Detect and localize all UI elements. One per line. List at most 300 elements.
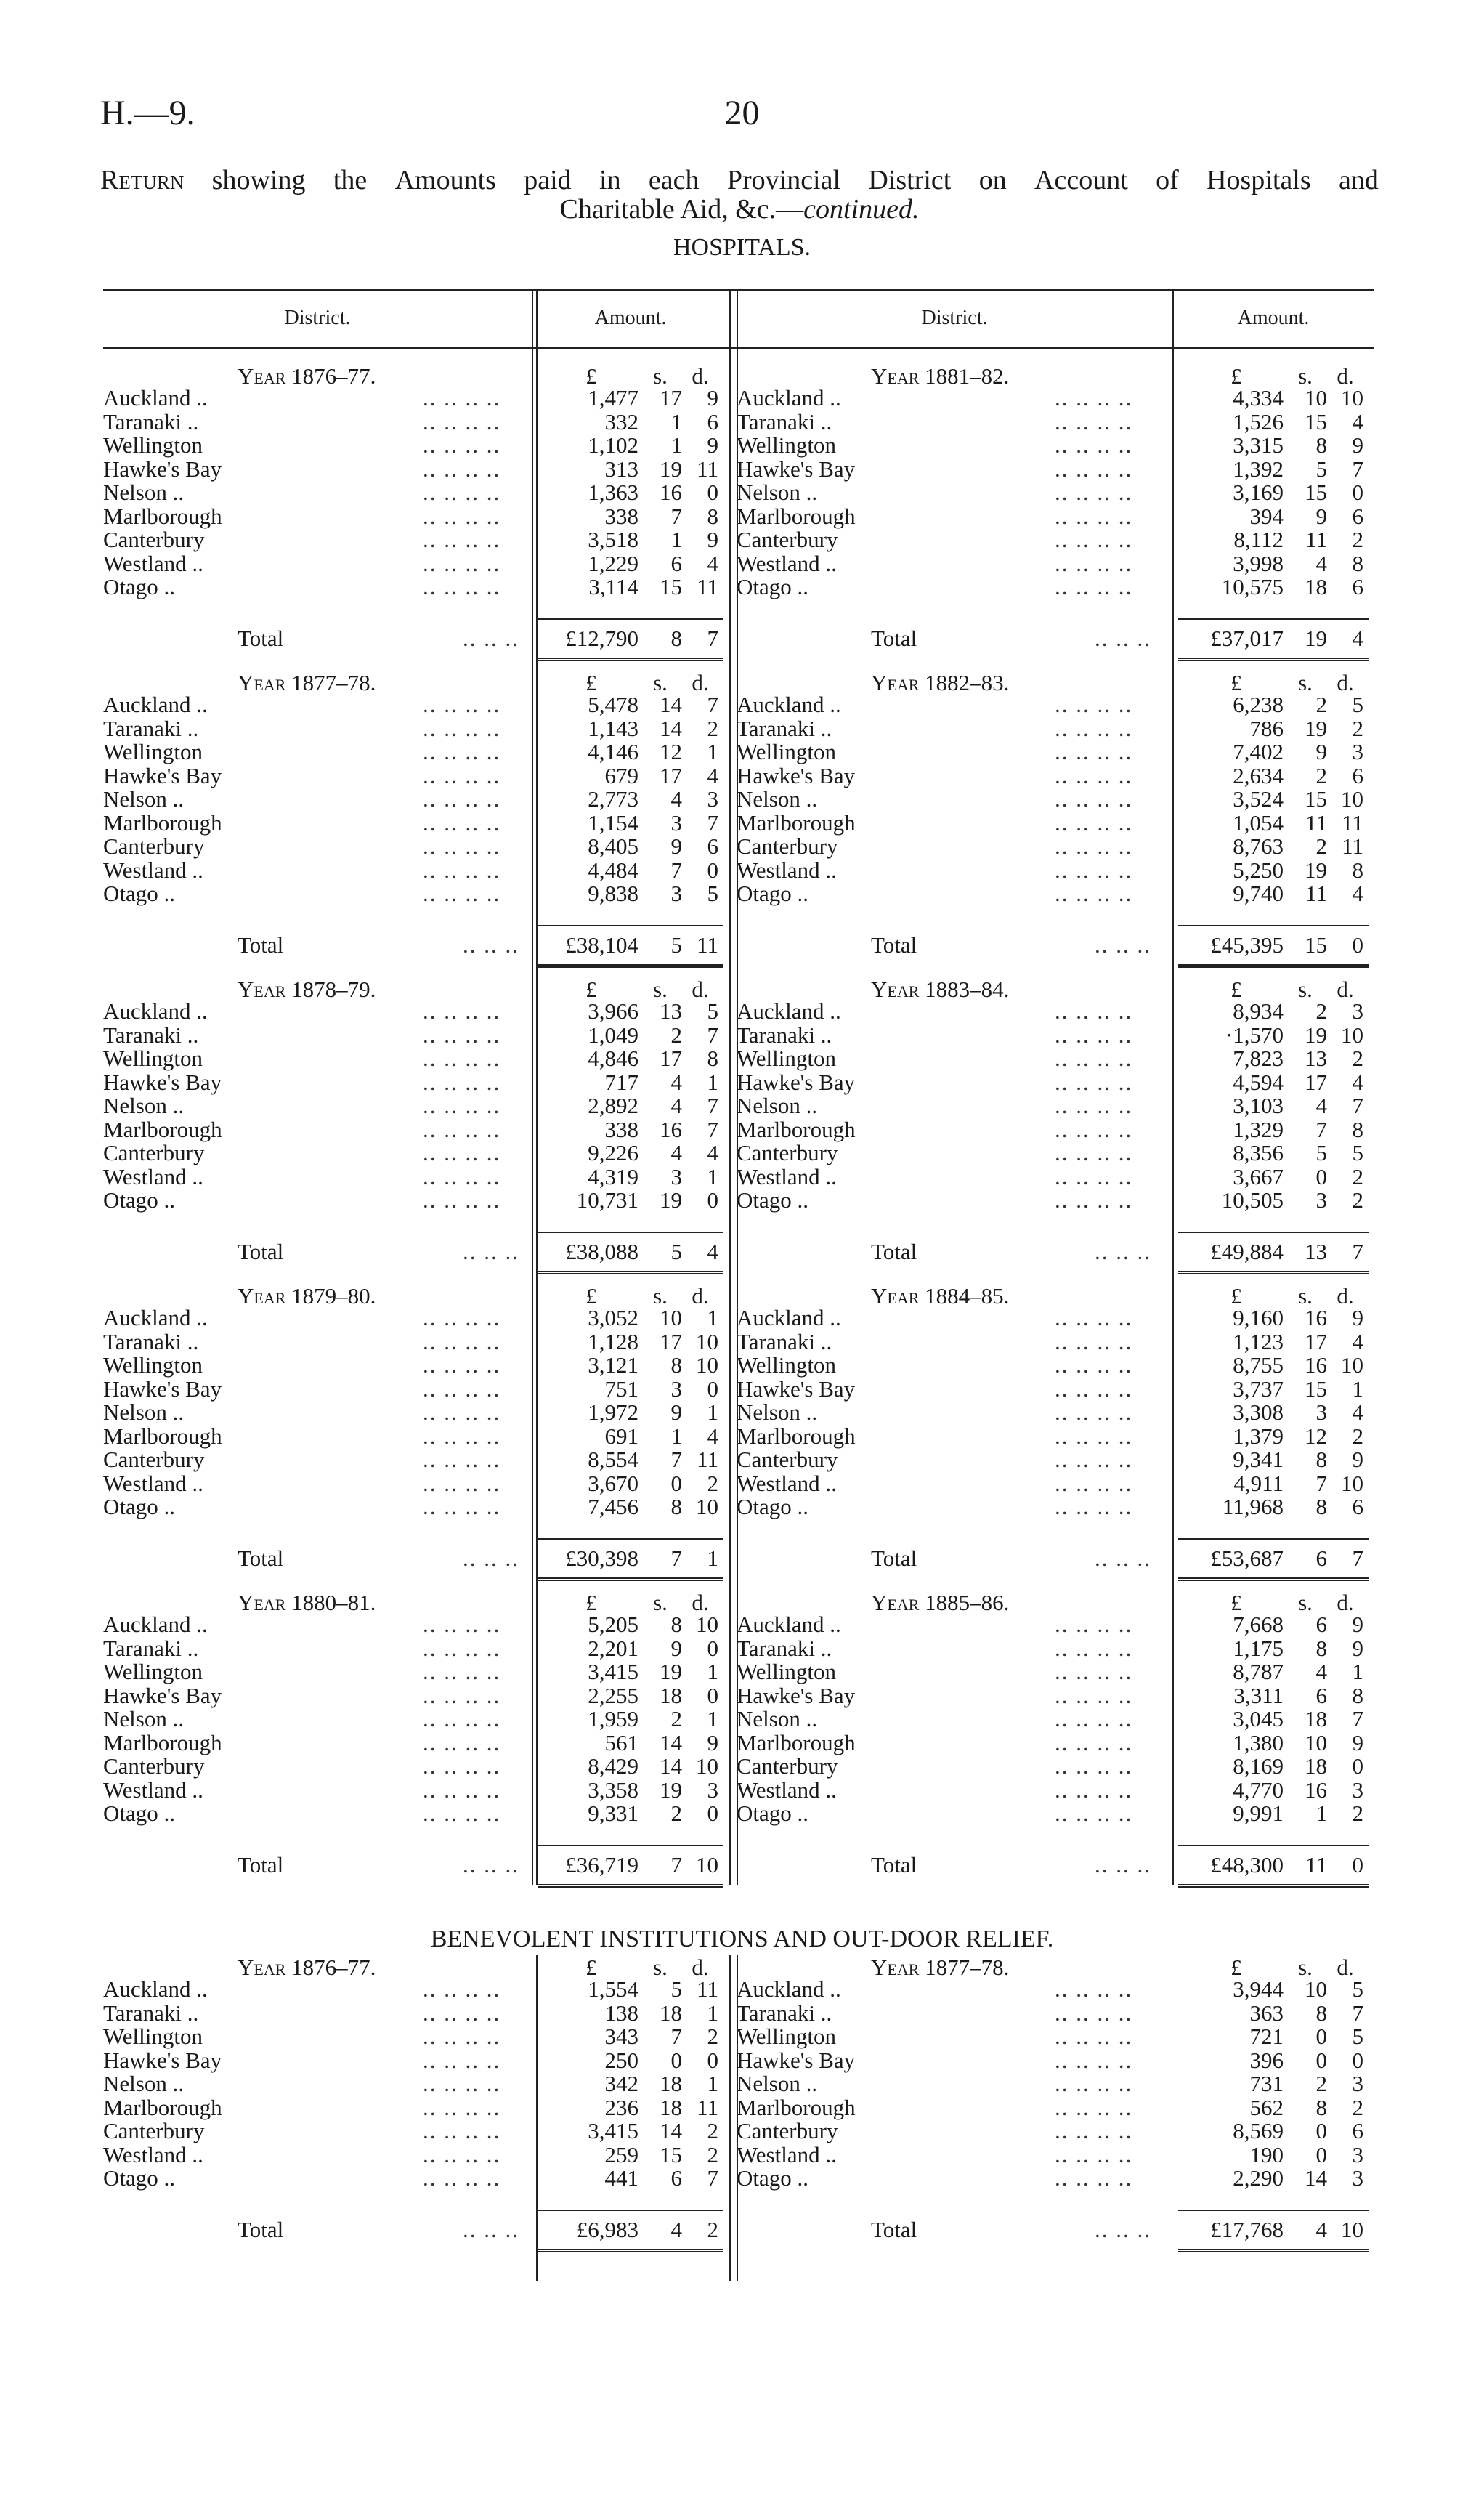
pence-value: 10 xyxy=(1341,1470,1363,1496)
shillings-value: 7 xyxy=(670,857,682,883)
pounds-value: 1,363 xyxy=(588,480,638,505)
shillings-label: s. xyxy=(1298,1590,1313,1615)
district-name: Auckland .. xyxy=(737,1305,841,1330)
shillings-value: 16 xyxy=(1305,1777,1327,1803)
pounds-value: 313 xyxy=(604,456,638,482)
district-name: Marlborough xyxy=(737,809,856,836)
pence-value: 8 xyxy=(707,1046,718,1071)
leader-dots: .. .. .. .. xyxy=(423,456,501,482)
district-name: Hawke's Bay xyxy=(103,1682,222,1708)
title-word: the xyxy=(333,165,368,195)
shillings-value: 19 xyxy=(660,1659,682,1684)
pence-value: 7 xyxy=(707,1022,718,1048)
amount-cell xyxy=(1189,2024,1363,2050)
shillings-value: 18 xyxy=(1305,1706,1327,1731)
pence-value: 9 xyxy=(707,385,718,411)
amount-cell xyxy=(1189,763,1363,789)
table-row xyxy=(103,1800,1374,1824)
total-label: Total xyxy=(871,931,917,958)
total-double-rule xyxy=(1178,964,1369,970)
amount-cell xyxy=(1189,1070,1363,1096)
district-name: Westland .. xyxy=(737,1777,837,1803)
amount-cell xyxy=(1189,2118,1363,2144)
shillings-value: 2 xyxy=(1315,692,1327,717)
title-word: District xyxy=(868,165,952,195)
shillings-value: 2 xyxy=(670,1706,682,1731)
amount-cell xyxy=(1189,881,1363,907)
district-name: Hawke's Bay xyxy=(103,2047,222,2073)
district-name: Taranaki .. xyxy=(737,1635,832,1661)
district-name: Canterbury xyxy=(103,1140,205,1165)
amount-cell xyxy=(1189,932,1363,958)
district-name: Auckland .. xyxy=(737,692,841,717)
pounds-value: 343 xyxy=(604,2024,638,2049)
pence-value: 10 xyxy=(696,1328,718,1354)
shillings-value: 6 xyxy=(1315,1545,1327,1571)
pence-value: 10 xyxy=(696,1612,718,1637)
leader-dots: .. .. .. .. xyxy=(423,2000,501,2026)
table-row xyxy=(103,857,1374,881)
leader-dots: .. .. .. .. xyxy=(423,408,501,434)
leader-dots: .. .. .. .. xyxy=(423,1305,501,1330)
subtotal-rule xyxy=(538,1232,723,1233)
pounds-value: 3,998 xyxy=(1233,550,1284,576)
pence-value: 0 xyxy=(1352,931,1363,958)
pounds-value: 691 xyxy=(604,1423,638,1449)
shillings-value: 1 xyxy=(670,1423,682,1449)
pounds-value: 3,121 xyxy=(588,1352,638,1378)
district-name: Canterbury xyxy=(737,527,838,552)
leader-dots: .. .. .. .. xyxy=(1055,1753,1133,1779)
leader-dots: .. .. .. xyxy=(1095,931,1151,958)
table-row xyxy=(103,1046,1374,1069)
shillings-value: 0 xyxy=(1315,2047,1327,2073)
shillings-value: 2 xyxy=(670,1800,682,1826)
pounds-symbol: £ xyxy=(585,670,597,695)
shillings-value: 1 xyxy=(670,527,682,552)
pence-value: 0 xyxy=(707,1187,718,1213)
leader-dots: .. .. .. .. xyxy=(1055,1976,1133,2002)
shillings-value: 9 xyxy=(670,833,682,859)
shillings-value: 2 xyxy=(1315,833,1327,859)
district-name: Westland .. xyxy=(103,1777,203,1803)
leader-dots: .. .. .. .. xyxy=(423,1976,501,2002)
pounds-value: 7,668 xyxy=(1233,1612,1284,1637)
leader-dots: .. .. .. .. xyxy=(423,480,501,505)
leader-dots: .. .. .. .. xyxy=(1055,1635,1133,1661)
shillings-value: 1 xyxy=(670,408,682,434)
pounds-value: 5,478 xyxy=(588,692,638,717)
district-name: Taranaki .. xyxy=(103,408,199,434)
title-word-return: Return xyxy=(100,165,185,195)
pence-value: 0 xyxy=(707,480,718,505)
table-row xyxy=(103,2118,1374,2141)
shillings-value: 4 xyxy=(1315,550,1327,576)
table-row xyxy=(103,480,1374,503)
total-label: Total xyxy=(871,1238,917,1264)
pounds-value: 10,575 xyxy=(1221,574,1284,599)
table-row xyxy=(103,1447,1374,1470)
title-word: Account xyxy=(1034,165,1128,195)
pounds-value: 332 xyxy=(604,408,638,434)
pounds-value: £12,790 xyxy=(565,625,638,651)
table-row xyxy=(103,809,1374,836)
leader-dots: .. .. .. .. xyxy=(1055,550,1133,576)
shillings-value: 9 xyxy=(1315,739,1327,764)
pounds-value: £48,300 xyxy=(1210,1851,1284,1878)
shillings-value: 4 xyxy=(670,786,682,812)
pounds-value: £30,398 xyxy=(565,1545,638,1571)
table-row xyxy=(103,1612,1374,1635)
district-name: Westland .. xyxy=(737,857,837,883)
district-name: Canterbury xyxy=(103,1753,205,1779)
shillings-value: 9 xyxy=(670,1399,682,1425)
district-name: Wellington xyxy=(103,1046,203,1071)
amount-cell xyxy=(544,1545,718,1572)
subtotal-rule xyxy=(538,2210,723,2211)
table-row xyxy=(103,1093,1374,1116)
total-label: Total xyxy=(871,1545,917,1571)
pence-value: 6 xyxy=(707,833,718,859)
pounds-value: 4,594 xyxy=(1233,1069,1284,1095)
pence-label: d. xyxy=(692,1955,709,1980)
shillings-value: 0 xyxy=(1315,2118,1327,2143)
district-name: Canterbury xyxy=(737,1140,838,1165)
shillings-value: 2 xyxy=(670,1022,682,1048)
pounds-symbol: £ xyxy=(1230,1590,1242,1615)
leader-dots: .. .. .. .. xyxy=(1055,786,1133,812)
pence-value: 2 xyxy=(707,2216,718,2242)
year-value: 1877–78. xyxy=(919,1955,1010,1980)
pence-value: 3 xyxy=(1352,739,1363,764)
pence-value: 8 xyxy=(1352,550,1363,576)
pence-value: 9 xyxy=(1352,1447,1363,1472)
pounds-value: 4,146 xyxy=(588,739,638,764)
district-name: Hawke's Bay xyxy=(737,1682,856,1708)
table-row xyxy=(103,409,1374,432)
table-row xyxy=(103,1399,1374,1423)
table-row xyxy=(103,998,1374,1022)
pounds-value: 3,169 xyxy=(1233,480,1284,505)
shillings-value: 8 xyxy=(1315,1635,1327,1661)
pence-value: 1 xyxy=(707,1069,718,1095)
pounds-value: 3,667 xyxy=(1233,1163,1284,1189)
leader-dots: .. .. .. .. xyxy=(1055,2071,1133,2096)
amount-cell xyxy=(1189,1239,1363,1265)
table-row xyxy=(103,1187,1374,1213)
shillings-value: 13 xyxy=(660,998,682,1024)
amount-cell xyxy=(1189,2217,1363,2243)
pence-value: 1 xyxy=(1352,1375,1363,1402)
pounds-value: 9,991 xyxy=(1233,1800,1284,1826)
pounds-value: 717 xyxy=(604,1069,638,1095)
district-name: Canterbury xyxy=(103,833,205,859)
column-header-district-left: District. xyxy=(284,307,351,329)
amount-cell xyxy=(1189,574,1363,600)
pounds-value: 3,415 xyxy=(588,2118,638,2143)
leader-dots: .. .. .. .. xyxy=(423,2071,501,2096)
pence-value: 5 xyxy=(707,881,718,906)
shillings-label: s. xyxy=(1298,977,1313,1002)
leader-dots: .. .. .. xyxy=(1095,2216,1151,2242)
leader-dots: .. .. .. .. xyxy=(423,1328,501,1354)
section-heading-hospitals: HOSPITALS. xyxy=(673,234,811,261)
leader-dots: .. .. .. xyxy=(463,1545,519,1571)
pence-value: 2 xyxy=(1352,2094,1363,2120)
pounds-value: 7,823 xyxy=(1233,1046,1284,1071)
column-header-district-right: District. xyxy=(921,307,988,329)
title-word: in xyxy=(599,165,621,195)
total-double-rule xyxy=(1178,658,1369,663)
shillings-value: 3 xyxy=(670,809,682,836)
shillings-value: 7 xyxy=(670,1447,682,1472)
pounds-value: 3,052 xyxy=(588,1305,638,1330)
shillings-value: 2 xyxy=(1315,2071,1327,2096)
year-value: 1885–86. xyxy=(919,1590,1010,1615)
title-word: showing xyxy=(211,165,306,195)
leader-dots: .. .. .. .. xyxy=(423,1093,501,1118)
pounds-value: 2,255 xyxy=(588,1682,638,1708)
district-name: Nelson .. xyxy=(103,1399,185,1425)
district-name: Nelson .. xyxy=(737,1399,818,1425)
pounds-value: 1,102 xyxy=(588,432,638,458)
shillings-value: 8 xyxy=(1315,2000,1327,2026)
leader-dots: .. .. .. .. xyxy=(423,1659,501,1684)
amount-cell xyxy=(1189,1447,1363,1473)
pounds-value: 721 xyxy=(1249,2024,1284,2049)
pounds-symbol: £ xyxy=(1230,670,1242,695)
amount-cell xyxy=(1189,1423,1363,1450)
shillings-value: 15 xyxy=(1305,786,1327,812)
title-word: on xyxy=(978,165,1007,195)
year-prefix: Year xyxy=(238,977,286,1002)
title-line-2 xyxy=(100,195,1379,224)
shillings-value: 19 xyxy=(660,1777,682,1803)
pounds-value: 8,554 xyxy=(588,1447,638,1472)
shillings-value: 15 xyxy=(1305,1375,1327,1402)
amount-cell xyxy=(1189,1022,1363,1048)
pounds-value: 3,524 xyxy=(1233,786,1284,812)
pence-value: 9 xyxy=(1352,1612,1363,1637)
district-name: Otago .. xyxy=(103,881,176,906)
pence-value: 11 xyxy=(1342,833,1363,859)
pence-value: 0 xyxy=(1352,2047,1363,2073)
pence-value: 3 xyxy=(1352,2071,1363,2096)
pounds-value: 1,175 xyxy=(1233,1635,1284,1661)
leader-dots: .. .. .. .. xyxy=(1055,456,1133,482)
amount-cell xyxy=(1189,1140,1363,1166)
leader-dots: .. .. .. .. xyxy=(423,1800,501,1826)
table-row xyxy=(103,1494,1374,1517)
subtotal-rule xyxy=(538,925,723,926)
pounds-value: 4,846 xyxy=(588,1046,638,1071)
table-row xyxy=(103,1022,1374,1046)
pounds-value: 10,731 xyxy=(576,1187,638,1213)
total-label: Total xyxy=(238,1238,284,1264)
shillings-value: 4 xyxy=(670,1069,682,1095)
amount-cell xyxy=(1189,2000,1363,2026)
table-row xyxy=(103,2048,1374,2071)
table-header-rule xyxy=(103,347,1374,349)
leader-dots: .. .. .. .. xyxy=(423,2118,501,2143)
year-value: 1883–84. xyxy=(919,977,1010,1002)
amount-cell xyxy=(1189,385,1363,411)
shillings-value: 5 xyxy=(670,1976,682,2002)
pence-value: 6 xyxy=(1352,503,1363,529)
table-row xyxy=(103,1352,1374,1378)
shillings-label: s. xyxy=(1298,670,1313,695)
pounds-value: 3,045 xyxy=(1233,1706,1284,1731)
leader-dots: .. .. .. .. xyxy=(1055,385,1133,411)
pence-value: 9 xyxy=(1352,432,1363,458)
pence-value: 0 xyxy=(707,1375,718,1402)
district-name: Wellington xyxy=(737,1659,836,1684)
shillings-value: 14 xyxy=(660,1729,682,1755)
pence-value: 11 xyxy=(697,2094,718,2120)
leader-dots: .. .. .. .. xyxy=(1055,527,1133,552)
district-name: Hawke's Bay xyxy=(737,2047,856,2073)
pence-value: 3 xyxy=(1352,998,1363,1024)
shillings-value: 18 xyxy=(660,2071,682,2096)
pence-value: 0 xyxy=(707,857,718,883)
table-row xyxy=(103,551,1374,574)
pounds-value: 9,341 xyxy=(1233,1447,1284,1472)
amount-cell xyxy=(1189,626,1363,652)
leader-dots: .. .. .. xyxy=(463,2216,519,2242)
pence-value: 8 xyxy=(707,503,718,529)
pence-value: 2 xyxy=(1352,1800,1363,1826)
column-header-amount-left: Amount. xyxy=(594,307,667,329)
shillings-value: 19 xyxy=(1305,715,1327,741)
pounds-value: 1,143 xyxy=(588,715,638,741)
pence-value: 6 xyxy=(707,408,718,434)
shillings-value: 15 xyxy=(1305,931,1327,958)
pence-value: 0 xyxy=(707,1800,718,1826)
section-heading-benevolent: BENEVOLENT INSTITUTIONS AND OUT-DOOR RELIEF. xyxy=(430,1925,1054,1952)
district-name: Westland .. xyxy=(737,1470,837,1496)
leader-dots: .. .. .. .. xyxy=(1055,2000,1133,2026)
district-name: Wellington xyxy=(103,739,203,764)
subtotal-rule xyxy=(1178,1845,1369,1846)
district-name: Auckland .. xyxy=(103,1305,208,1330)
pence-value: 0 xyxy=(707,2047,718,2073)
pounds-value: 10,505 xyxy=(1221,1187,1284,1213)
pence-value: 10 xyxy=(1341,1352,1363,1378)
leader-dots: .. .. .. .. xyxy=(1055,857,1133,883)
shillings-value: 3 xyxy=(1315,1187,1327,1213)
shillings-value: 17 xyxy=(1305,1328,1327,1354)
district-name: Taranaki .. xyxy=(103,1635,199,1661)
district-name: Auckland .. xyxy=(737,1976,841,2002)
shillings-value: 15 xyxy=(660,2141,682,2167)
district-name: Westland .. xyxy=(737,550,837,576)
shillings-value: 18 xyxy=(1305,1753,1327,1779)
pence-value: 7 xyxy=(707,692,718,717)
leader-dots: .. .. .. .. xyxy=(423,786,501,812)
leader-dots: .. .. .. .. xyxy=(1055,1069,1133,1095)
district-name: Wellington xyxy=(737,1352,836,1378)
leader-dots: .. .. .. .. xyxy=(423,1187,501,1213)
district-name: Otago .. xyxy=(737,2165,809,2191)
amount-cell xyxy=(1189,810,1363,836)
leader-dots: .. .. .. .. xyxy=(423,385,501,411)
shillings-value: 19 xyxy=(660,1187,682,1213)
pence-value: 8 xyxy=(1352,857,1363,883)
table-row xyxy=(103,1140,1374,1163)
leader-dots: .. .. .. .. xyxy=(1055,2165,1133,2191)
leader-dots: .. .. .. .. xyxy=(1055,1494,1133,1519)
table-row xyxy=(103,1659,1374,1682)
shillings-value: 13 xyxy=(1305,1238,1327,1264)
year-prefix: Year xyxy=(238,1590,286,1615)
leader-dots: .. .. .. .. xyxy=(423,1423,501,1449)
district-name: Westland .. xyxy=(737,1163,837,1189)
pounds-value: 5,205 xyxy=(588,1612,638,1637)
pounds-value: £36,719 xyxy=(565,1851,638,1878)
pounds-value: 1,959 xyxy=(588,1706,638,1731)
pence-value: 6 xyxy=(1352,762,1363,788)
district-name: Hawke's Bay xyxy=(103,1069,222,1095)
table-row xyxy=(103,716,1374,739)
leader-dots: .. .. .. .. xyxy=(1055,1163,1133,1189)
pence-value: 9 xyxy=(1352,1635,1363,1661)
leader-dots: .. .. .. .. xyxy=(1055,1187,1133,1213)
pounds-value: 1,526 xyxy=(1233,408,1284,434)
shillings-value: 8 xyxy=(1315,2094,1327,2120)
district-name: Taranaki .. xyxy=(103,2000,199,2026)
district-name: Nelson .. xyxy=(737,1706,818,1731)
amount-cell xyxy=(1189,480,1363,506)
pounds-symbol: £ xyxy=(1230,1283,1242,1309)
pence-value: 7 xyxy=(1352,456,1363,482)
pence-value: 9 xyxy=(707,1729,718,1755)
shillings-value: 14 xyxy=(1305,2165,1327,2191)
shillings-value: 16 xyxy=(660,1116,682,1142)
pence-value: 0 xyxy=(1352,1851,1363,1878)
shillings-value: 16 xyxy=(1305,1352,1327,1378)
leader-dots: .. .. .. .. xyxy=(423,881,501,906)
shillings-value: 0 xyxy=(1315,2024,1327,2049)
pounds-value: 3,103 xyxy=(1233,1093,1284,1118)
shillings-value: 16 xyxy=(1305,1305,1327,1330)
amount-cell xyxy=(1189,1636,1363,1662)
pounds-value: 751 xyxy=(604,1375,638,1402)
district-name: Hawke's Bay xyxy=(737,1069,856,1095)
shillings-value: 14 xyxy=(660,692,682,717)
pence-value: 4 xyxy=(707,762,718,788)
amount-cell xyxy=(1189,1471,1363,1497)
leader-dots: .. .. .. .. xyxy=(1055,1423,1133,1449)
table-row xyxy=(103,881,1374,904)
pence-label: d. xyxy=(692,977,709,1002)
shillings-value: 5 xyxy=(670,931,682,958)
amount-cell xyxy=(1189,1187,1363,1213)
district-name: Nelson .. xyxy=(737,1093,818,1118)
shillings-label: s. xyxy=(653,1590,668,1615)
district-name: Auckland .. xyxy=(737,385,841,411)
column-header-amount-right: Amount. xyxy=(1237,307,1310,329)
table-row xyxy=(103,2142,1374,2165)
amount-cell xyxy=(1189,1730,1363,1756)
table-row xyxy=(103,527,1374,550)
pounds-value: 8,755 xyxy=(1233,1352,1284,1378)
shillings-value: 19 xyxy=(1305,1022,1327,1048)
vertical-rule xyxy=(737,1955,738,2281)
year-value: 1879–80. xyxy=(285,1283,376,1309)
district-name: Hawke's Bay xyxy=(103,456,222,482)
shillings-value: 8 xyxy=(670,1352,682,1378)
pounds-value: 8,429 xyxy=(588,1753,638,1779)
